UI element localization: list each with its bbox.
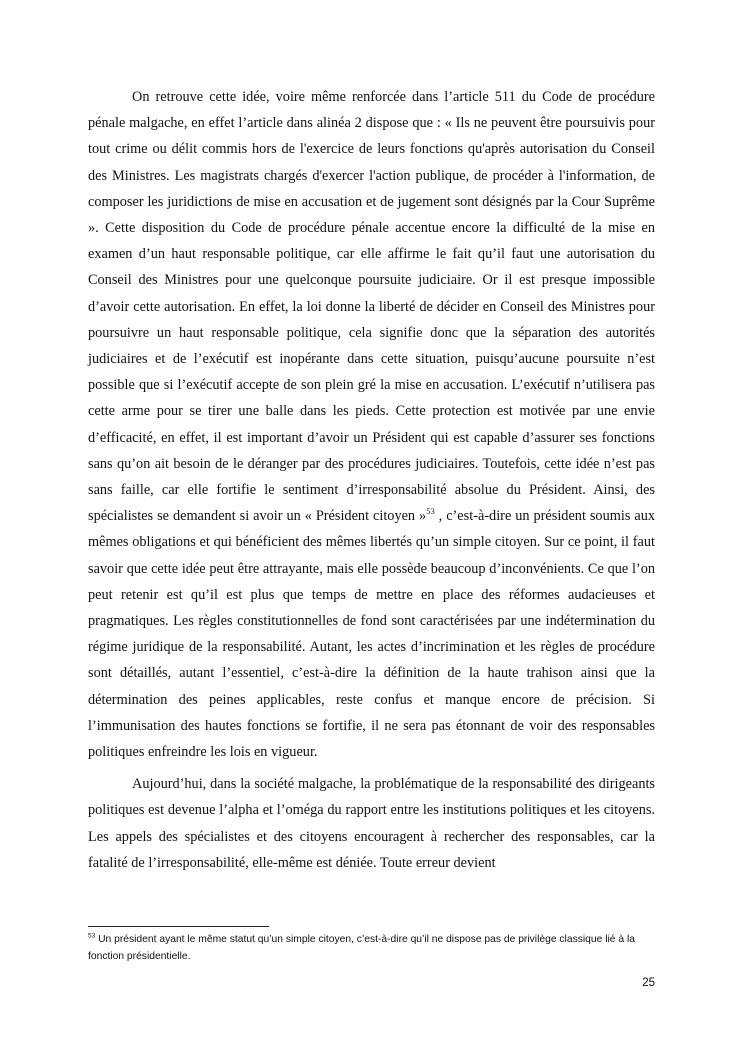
footnote-number: 53 xyxy=(88,932,96,940)
footnote-separator xyxy=(88,926,269,927)
paragraph-1-text: On retrouve cette idée, voire même renforcée dans l’article 511 du Code de procédure pénale malgache, en effet l’article dans alinéa 2 dispose que : « Ils ne peuvent être poursuivis pour tout crime ou délit commis hors de l'exercice de leurs fonctions qu'après autorisation du Conseil des Ministres. Les magistrats chargés d'exercer l'action publique, de procéder à l'information, de composer les juridictions de mise en accusation et de jugement sont désignés par la Cour Suprême ». Cette disposition du Code de procédure pénale accentue encore la difficulté de la mise en examen d’un haut responsable politique, car elle affirme le fait qu’il faut une autorisation du Conseil des Ministres pour une quelconque poursuite judiciaire. Or il est presque impossible d’avoir cette autorisation. En effet, la loi donne la liberté de décider en Conseil des Ministres pour poursuivre un haut responsable politique, cela signifie donc que la séparation des autorités judiciaires et de l’exécutif est inopérante dans cette situation, puisqu’aucune poursuite n’est possible que si l’exécutif accepte de son plein gré la mise en accusation. L’exécutif n’utilisera pas cette arme pour se tirer une balle dans les pieds. Cette protection est motivée par une envie d’efficacité, en effet, il est important d’avoir un Président qui est capable d’assurer ses fonctions sans qu’on ait besoin de le déranger par des procédures judiciaires. Toutefois, cette idée n’est pas sans faille, car elle fortifie le sentiment d’irresponsabilité absolue du Président. Ainsi, des spécialistes se demandent si avoir un « Président citoyen » xyxy=(88,89,655,525)
paragraph-1 xyxy=(88,84,655,765)
paragraph-1-text-continued: , c’est-à-dire un président soumis aux mêmes obligations et qui bénéficient des mêmes libertés qu’un simple citoyen. Sur ce point, il faut savoir que cette idée peut être attrayante, mais elle possède beaucoup d’inconvénients. Ce que l’on peut retenir est qu’il est plus que temps de mettre en place des réformes audacieuses et pragmatiques. Les règles constitutionnelles de fond sont caractérisées par une indétermination du régime juridique de la responsabilité. Autant, les actes d’incrimination et les règles de procédure sont détaillés, autant l’essentiel, c’est-à-dire la définition de la haute trahison ainsi que la détermination des peines applicables, reste confus et manque encore de précision. Si l’immunisation des hautes fonctions se fortifie, il ne sera pas étonnant de voir des responsables politiques enfreindre les lois en vigueur. xyxy=(88,508,655,761)
footnote-text: Un président ayant le même statut qu’un simple citoyen, c’est-à-dire qu’il ne dispose pas de privilège classique lié à la fonction présidentielle. xyxy=(88,934,635,962)
paragraph-2: Aujourd’hui, dans la société malgache, la problématique de la responsabilité des dirigeants politiques est devenue l’alpha et l’oméga du rapport entre les institutions politiques et les citoyens. Les appels des spécialistes et des citoyens encouragent à rechercher des responsables, car la fatalité de l’irresponsabilité, elle-même est déniée. Toute erreur devient xyxy=(88,776,655,871)
page-number: 25 xyxy=(642,977,655,989)
footnote-reference[interactable]: 53 xyxy=(426,506,435,517)
footnote xyxy=(88,931,648,965)
body-text xyxy=(88,84,655,876)
